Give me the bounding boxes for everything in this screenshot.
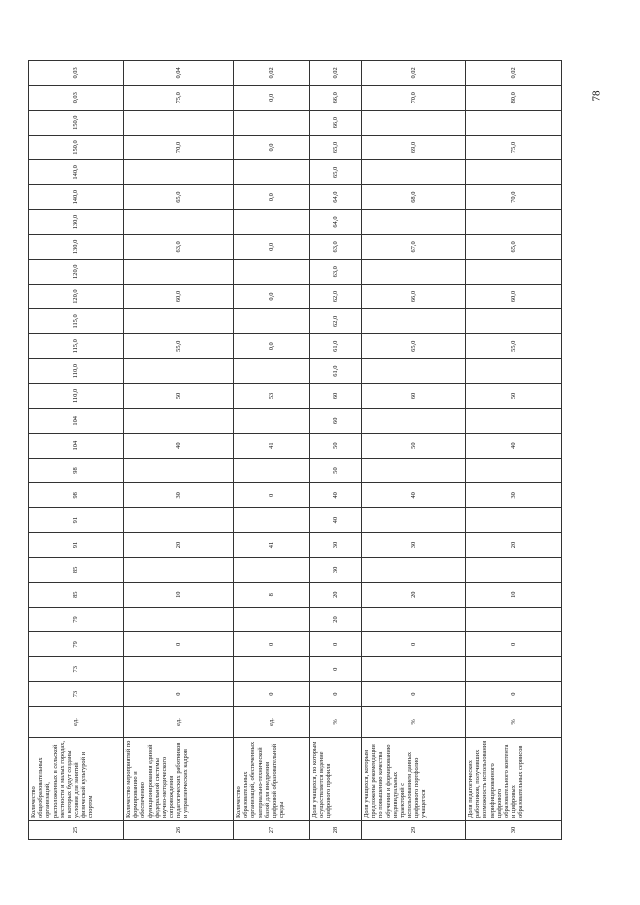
value-cell: 110,0 xyxy=(29,384,124,409)
value-cell: 115,0 xyxy=(29,334,124,359)
value-cell: 67,0 xyxy=(362,234,466,259)
value-cell: 104 xyxy=(29,408,124,433)
value-cell xyxy=(362,160,466,185)
value-cell: 140,0 xyxy=(29,160,124,185)
value-cell: 65,0 xyxy=(310,160,362,185)
value-cell: 75,0 xyxy=(466,135,562,160)
value-cell: 40 xyxy=(124,433,234,458)
value-cell: 69,0 xyxy=(362,135,466,160)
value-cell: 40 xyxy=(362,483,466,508)
value-cell: 66,0 xyxy=(362,284,466,309)
value-cell xyxy=(466,309,562,334)
value-cell: 20 xyxy=(466,533,562,558)
value-cell: 60,0 xyxy=(466,284,562,309)
value-cell: 30 xyxy=(466,483,562,508)
value-cell: 150,0 xyxy=(29,135,124,160)
value-cell xyxy=(466,408,562,433)
value-cell: 30 xyxy=(310,533,362,558)
value-cell xyxy=(234,657,310,682)
row-number: 26 xyxy=(124,821,234,840)
value-cell xyxy=(234,210,310,235)
value-cell: 65,0 xyxy=(124,185,234,210)
value-cell xyxy=(362,607,466,632)
value-cell: 0 xyxy=(466,632,562,657)
value-cell: 40 xyxy=(310,508,362,533)
value-cell: 0 xyxy=(310,657,362,682)
value-cell xyxy=(466,657,562,682)
value-cell: 91 xyxy=(29,508,124,533)
value-cell xyxy=(124,508,234,533)
value-cell: 120,0 xyxy=(29,284,124,309)
indicators-table-body xyxy=(29,61,562,840)
value-cell: 50 xyxy=(466,384,562,409)
value-cell: 60,0 xyxy=(124,284,234,309)
value-cell xyxy=(466,259,562,284)
value-cell: 0 xyxy=(362,632,466,657)
page-number: 78 xyxy=(590,90,603,102)
indicators-table xyxy=(28,60,562,840)
value-cell: 0,02 xyxy=(310,61,362,86)
value-cell: 0,0 xyxy=(234,185,310,210)
unit-cell: ед. xyxy=(29,707,124,738)
value-cell: 0 xyxy=(310,682,362,707)
row-number: 25 xyxy=(29,821,124,840)
value-cell: 98 xyxy=(29,483,124,508)
value-cell: 20 xyxy=(310,607,362,632)
value-cell: 0,02 xyxy=(466,61,562,86)
row-number: 27 xyxy=(234,821,310,840)
value-cell: 64,0 xyxy=(310,185,362,210)
value-cell: 0,03 xyxy=(29,61,124,86)
value-cell xyxy=(466,557,562,582)
value-cell xyxy=(234,508,310,533)
value-cell: 60 xyxy=(362,384,466,409)
unit-cell: % xyxy=(466,707,562,738)
indicator-description: Доля учащихся, по которым осуществляется ведение цифрового профиля xyxy=(310,738,362,821)
value-cell xyxy=(234,110,310,135)
value-cell: 0 xyxy=(466,682,562,707)
value-cell xyxy=(466,210,562,235)
value-cell xyxy=(234,309,310,334)
value-cell xyxy=(234,557,310,582)
row-number: 30 xyxy=(466,821,562,840)
value-cell xyxy=(466,359,562,384)
value-cell: 80,0 xyxy=(466,85,562,110)
value-cell xyxy=(124,557,234,582)
value-cell: 60 xyxy=(310,384,362,409)
value-cell: 0 xyxy=(234,632,310,657)
value-cell xyxy=(362,557,466,582)
table-row xyxy=(310,61,362,840)
value-cell: 0 xyxy=(234,682,310,707)
value-cell: 62,0 xyxy=(310,309,362,334)
value-cell: 0,0 xyxy=(234,85,310,110)
value-cell: 30 xyxy=(362,533,466,558)
value-cell xyxy=(234,607,310,632)
value-cell: 65,0 xyxy=(362,334,466,359)
value-cell: 0,02 xyxy=(234,61,310,86)
value-cell: 104 xyxy=(29,433,124,458)
value-cell: 50 xyxy=(362,433,466,458)
indicator-description: Доля педагогических работников, получивших возможность использования верифицированного цифрового образовательного контента и цифровых образовательных сервисов xyxy=(466,738,562,821)
row-number: 29 xyxy=(362,821,466,840)
value-cell xyxy=(362,309,466,334)
value-cell: 20 xyxy=(124,533,234,558)
value-cell: 65,0 xyxy=(310,135,362,160)
value-cell: 40 xyxy=(310,483,362,508)
table-row xyxy=(466,61,562,840)
value-cell: 0,0 xyxy=(234,284,310,309)
value-cell xyxy=(362,508,466,533)
value-cell xyxy=(234,160,310,185)
table-row xyxy=(124,61,234,840)
value-cell: 20 xyxy=(310,582,362,607)
value-cell xyxy=(124,458,234,483)
value-cell: 10 xyxy=(124,582,234,607)
value-cell xyxy=(124,359,234,384)
indicator-description: Доля учащихся, которым предложены рекомендации по повышению качества обучения и формированию индивидуальных траекторий с использованием данных цифрового портфолио учащегося xyxy=(362,738,466,821)
value-cell xyxy=(234,458,310,483)
value-cell: 0,04 xyxy=(124,61,234,86)
value-cell: 0 xyxy=(234,483,310,508)
value-cell: 0,0 xyxy=(234,234,310,259)
value-cell xyxy=(362,458,466,483)
value-cell: 130,0 xyxy=(29,234,124,259)
value-cell xyxy=(466,110,562,135)
value-cell: 70,0 xyxy=(124,135,234,160)
value-cell: 30 xyxy=(124,483,234,508)
value-cell: 150,0 xyxy=(29,110,124,135)
value-cell: 0,03 xyxy=(29,85,124,110)
value-cell xyxy=(124,110,234,135)
value-cell xyxy=(362,210,466,235)
value-cell xyxy=(124,160,234,185)
value-cell: 50 xyxy=(310,458,362,483)
unit-cell: % xyxy=(362,707,466,738)
value-cell: 61,0 xyxy=(310,334,362,359)
row-number: 28 xyxy=(310,821,362,840)
value-cell: 0 xyxy=(124,632,234,657)
value-cell: 55,0 xyxy=(466,334,562,359)
value-cell: 115,0 xyxy=(29,309,124,334)
value-cell: 61,0 xyxy=(310,359,362,384)
value-cell: 10 xyxy=(466,582,562,607)
value-cell: 110,0 xyxy=(29,359,124,384)
value-cell xyxy=(124,607,234,632)
value-cell: 0,0 xyxy=(234,135,310,160)
value-cell xyxy=(234,259,310,284)
value-cell: 85 xyxy=(29,557,124,582)
value-cell: 65,0 xyxy=(466,234,562,259)
value-cell: 75,0 xyxy=(124,85,234,110)
value-cell xyxy=(466,160,562,185)
value-cell xyxy=(124,259,234,284)
value-cell: 98 xyxy=(29,458,124,483)
value-cell xyxy=(362,259,466,284)
indicator-description: Количество мероприятий по формированию и обеспечению функционирования единой федеральной системы научно-методического сопровождения педагогических работников и управленческих кадров xyxy=(124,738,234,821)
indicator-description: Количество общеобразовательных организаций, расположенных в сельской местности и малых городах, в которых будут созданы условия для занятий физической культурой и спортом xyxy=(29,738,124,821)
value-cell: 50 xyxy=(310,433,362,458)
value-cell: 63,0 xyxy=(124,234,234,259)
value-cell: 50 xyxy=(124,384,234,409)
value-cell: 85 xyxy=(29,582,124,607)
value-cell: 41 xyxy=(234,533,310,558)
value-cell xyxy=(234,359,310,384)
value-cell: 0,02 xyxy=(362,61,466,86)
value-cell xyxy=(362,110,466,135)
value-cell: 53 xyxy=(234,384,310,409)
value-cell: 20 xyxy=(362,582,466,607)
value-cell xyxy=(466,607,562,632)
value-cell: 66,0 xyxy=(310,110,362,135)
value-cell: 91 xyxy=(29,533,124,558)
value-cell: 70,0 xyxy=(466,185,562,210)
value-cell: 0 xyxy=(310,632,362,657)
value-cell: 70,0 xyxy=(362,85,466,110)
value-cell xyxy=(362,657,466,682)
value-cell xyxy=(234,408,310,433)
value-cell: 64,0 xyxy=(310,210,362,235)
value-cell: 55,0 xyxy=(124,334,234,359)
value-cell: 0 xyxy=(124,682,234,707)
value-cell xyxy=(124,408,234,433)
value-cell xyxy=(362,359,466,384)
value-cell: 62,0 xyxy=(310,284,362,309)
unit-cell: % xyxy=(310,707,362,738)
value-cell: 60 xyxy=(310,408,362,433)
indicator-description: Количество образовательных организаций, обеспеченных материально-технической базой для внедрения цифровой образовательной среды xyxy=(234,738,310,821)
unit-cell: ед. xyxy=(124,707,234,738)
value-cell xyxy=(124,657,234,682)
value-cell: 0 xyxy=(362,682,466,707)
value-cell: 73 xyxy=(29,657,124,682)
value-cell: 66,0 xyxy=(310,85,362,110)
value-cell xyxy=(466,458,562,483)
value-cell: 120,0 xyxy=(29,259,124,284)
value-cell: 0,0 xyxy=(234,334,310,359)
value-cell: 63,0 xyxy=(310,259,362,284)
value-cell: 40 xyxy=(466,433,562,458)
table-row xyxy=(234,61,310,840)
unit-cell: ед. xyxy=(234,707,310,738)
value-cell: 79 xyxy=(29,632,124,657)
table-row xyxy=(362,61,466,840)
value-cell: 79 xyxy=(29,607,124,632)
value-cell: 30 xyxy=(310,557,362,582)
value-cell: 73 xyxy=(29,682,124,707)
rotated-table-container xyxy=(28,60,588,840)
value-cell: 130,0 xyxy=(29,210,124,235)
value-cell xyxy=(466,508,562,533)
table-row xyxy=(29,61,124,840)
value-cell: 63,0 xyxy=(310,234,362,259)
value-cell: 8 xyxy=(234,582,310,607)
value-cell: 41 xyxy=(234,433,310,458)
value-cell xyxy=(124,309,234,334)
value-cell: 140,0 xyxy=(29,185,124,210)
value-cell xyxy=(362,408,466,433)
value-cell xyxy=(124,210,234,235)
value-cell: 68,0 xyxy=(362,185,466,210)
